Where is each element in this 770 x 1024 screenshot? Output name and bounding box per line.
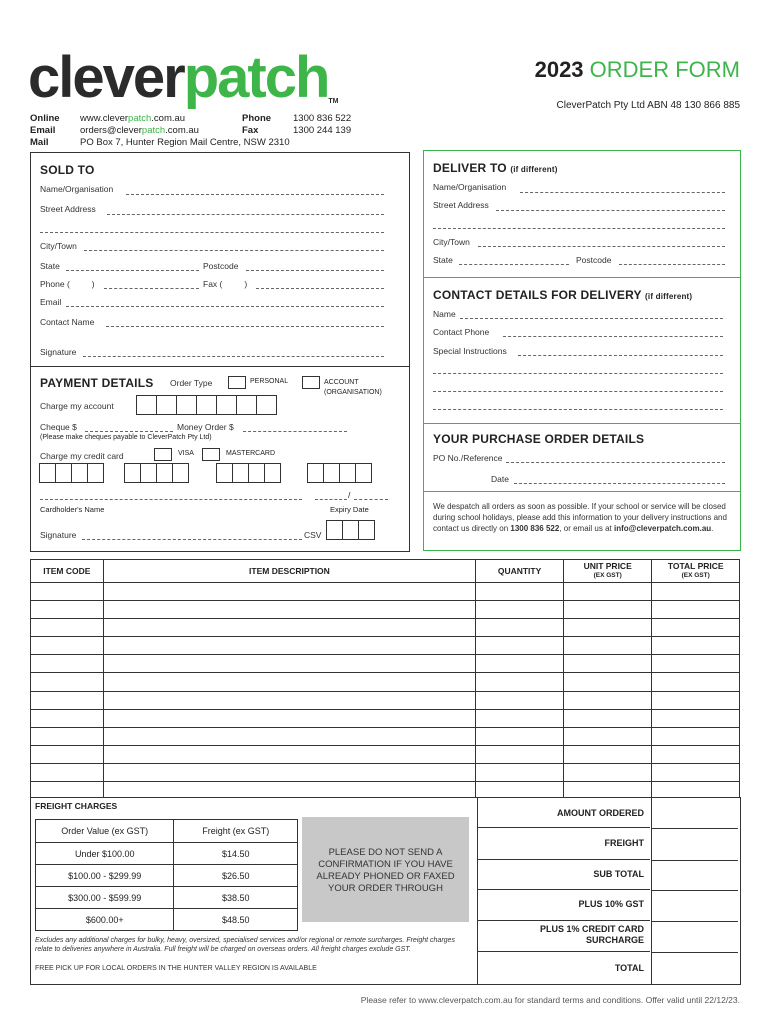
personal-checkbox[interactable] (228, 376, 246, 389)
email-post: .com.au (165, 125, 199, 136)
dispatch-email[interactable]: info@cleverpatch.com.au (614, 524, 712, 533)
sold-state-field[interactable] (66, 270, 199, 271)
deliver-state-field[interactable] (459, 264, 569, 265)
account-digit-box[interactable] (216, 395, 237, 415)
total-price-cell[interactable] (652, 691, 740, 709)
col-total-price-sub: (EX GST) (681, 572, 710, 579)
items-body (31, 583, 740, 800)
item-code-cell[interactable] (31, 745, 104, 763)
unit-price-cell[interactable] (563, 673, 652, 691)
deliver-to-title (433, 161, 558, 175)
sold-fax-close: ) (244, 279, 248, 289)
table-row (31, 691, 740, 709)
freight-order-value: $100.00 - $299.99 (36, 865, 174, 887)
deliver-name-field[interactable] (520, 192, 725, 193)
unit-price-cell[interactable] (563, 727, 652, 745)
quantity-cell[interactable] (476, 601, 564, 619)
sold-name-field[interactable] (126, 194, 384, 195)
sold-contact-label: Contact Name (40, 317, 95, 327)
logo-patch: patch (183, 45, 329, 110)
freight-col-order-value: Order Value (ex GST) (36, 820, 174, 843)
amount-ordered-value[interactable] (652, 798, 738, 829)
deliver-name-label: Name/Organisation (433, 182, 507, 192)
mastercard-label: MASTERCARD (226, 450, 276, 457)
freight-excludes-note: Excludes any additional charges for bulky, heavy, oversized, specialised services and/or regional or remote surcharges. Freight charges relate to deliveries anywhere in Australia. Full freight will be charged on overseas orders. All freight charges exclude GST. (35, 937, 455, 953)
item-code-cell[interactable] (31, 583, 104, 601)
sold-phone-field[interactable] (104, 288, 199, 289)
sold-signature-label: Signature (40, 347, 77, 357)
personal-label: PERSONAL (250, 378, 289, 385)
quantity-cell[interactable] (476, 691, 564, 709)
cardholder-label: Cardholder's Name (40, 505, 105, 514)
cheque-field[interactable] (85, 431, 173, 432)
unit-price-cell[interactable] (563, 691, 652, 709)
visa-label: VISA (178, 450, 194, 457)
contact-phone-field[interactable] (503, 336, 723, 337)
quantity-cell[interactable] (476, 619, 564, 637)
sold-phone-label (40, 279, 95, 289)
total-price-cell[interactable] (652, 637, 740, 655)
contact-info (30, 113, 430, 149)
sold-fax-field[interactable] (256, 288, 384, 289)
item-code-cell[interactable] (31, 763, 104, 781)
contact-delivery-divider (424, 277, 740, 278)
table-row (31, 763, 740, 781)
sold-phone-close: ) (91, 279, 95, 289)
quantity-cell[interactable] (476, 709, 564, 727)
col-quantity-label: QUANTITY (497, 566, 542, 576)
account-label (324, 378, 382, 398)
deliver-postcode-label: Postcode (576, 255, 612, 265)
total-price-cell[interactable] (652, 619, 740, 637)
table-row (31, 673, 740, 691)
visa-checkbox[interactable] (154, 448, 172, 461)
form-title (535, 57, 740, 83)
quantity-cell[interactable] (476, 655, 564, 673)
csv-boxes[interactable] (326, 520, 374, 540)
subtotal-value[interactable] (652, 861, 738, 891)
card-digit-box[interactable] (248, 463, 265, 483)
col-total-price (652, 560, 740, 583)
col-quantity (476, 560, 564, 583)
sold-street-label: Street Address (40, 204, 96, 214)
freight-notice-text: PLEASE DO NOT SEND A CONFIRMATION IF YOU HAVE ALREADY PHONED OR FAXED YOUR ORDER THROUGH (316, 847, 455, 894)
website-mid: patch (128, 113, 152, 124)
email-label: Email (30, 125, 56, 136)
freight-pickup-note: FREE PICK UP FOR LOCAL ORDERS IN THE HUNTER VALLEY REGION IS AVAILABLE (35, 965, 317, 972)
expiry-slash: / (348, 490, 351, 500)
sold-postcode-label: Postcode (203, 261, 239, 271)
deliver-city-label: City/Town (433, 237, 470, 247)
contact-name-label: Name (433, 309, 456, 319)
freight-title: FREIGHT CHARGES (35, 801, 118, 811)
total-value[interactable] (652, 953, 738, 983)
quantity-cell[interactable] (476, 637, 564, 655)
sold-fax-open: Fax ( (203, 279, 223, 289)
freight-header-row (36, 820, 298, 843)
item-description-cell[interactable] (103, 637, 476, 655)
item-code-cell[interactable] (31, 673, 104, 691)
card-digit-box[interactable] (232, 463, 249, 483)
delivery-section (423, 150, 741, 551)
card-digit-box[interactable] (124, 463, 141, 483)
card-digit-box[interactable] (307, 463, 324, 483)
email-link[interactable] (80, 125, 199, 137)
po-label: PO No./Reference (433, 453, 503, 463)
sold-email-label: Email (40, 297, 62, 307)
cc-surcharge-value[interactable] (652, 922, 738, 953)
total-price-cell[interactable] (652, 709, 740, 727)
special-instructions-field[interactable] (518, 355, 723, 356)
special-instructions-line-3[interactable] (433, 391, 723, 392)
unit-price-cell[interactable] (563, 637, 652, 655)
contact-delivery-heading: CONTACT DETAILS FOR DELIVERY (433, 288, 642, 302)
quantity-cell[interactable] (476, 727, 564, 745)
card-digit-box[interactable] (87, 463, 104, 483)
table-row (31, 601, 740, 619)
csv-digit-box[interactable] (326, 520, 343, 540)
account-checkbox[interactable] (302, 376, 320, 389)
unit-price-cell[interactable] (563, 601, 652, 619)
dispatch-end: . (711, 524, 714, 533)
deliver-street-label: Street Address (433, 200, 489, 210)
form-year: 2023 (534, 57, 584, 82)
total-price-cell[interactable] (652, 727, 740, 745)
card-number-group-1[interactable] (39, 463, 103, 483)
amount-ordered-label: AMOUNT ORDERED (557, 808, 644, 818)
card-digit-box[interactable] (71, 463, 88, 483)
abn: CleverPatch Pty Ltd ABN 48 130 866 885 (556, 100, 740, 111)
charge-account-label: Charge my account (40, 401, 114, 411)
payment-signature-label: Signature (40, 530, 77, 540)
account-digit-box[interactable] (156, 395, 177, 415)
card-number-group-3[interactable] (216, 463, 280, 483)
item-description-cell[interactable] (103, 727, 476, 745)
sold-name-label: Name/Organisation (40, 184, 114, 194)
card-digit-box[interactable] (355, 463, 372, 483)
unit-price-cell[interactable] (563, 763, 652, 781)
contact-name-field[interactable] (460, 318, 723, 319)
quantity-cell[interactable] (476, 583, 564, 601)
deliver-state-label: State (433, 255, 453, 265)
quantity-cell[interactable] (476, 763, 564, 781)
charge-card-label: Charge my credit card (40, 451, 124, 461)
form-title-text: ORDER FORM (589, 57, 740, 82)
contact-delivery-title (433, 288, 692, 302)
special-instructions-line-2[interactable] (433, 373, 723, 374)
sold-state-label: State (40, 261, 60, 271)
freight-cost: $38.50 (174, 887, 298, 909)
item-code-cell[interactable] (31, 637, 104, 655)
account-digit-box[interactable] (236, 395, 257, 415)
freight-row (36, 887, 298, 909)
item-description-cell[interactable] (103, 601, 476, 619)
dispatch-mid: , or email us at (559, 524, 614, 533)
item-description-cell[interactable] (103, 655, 476, 673)
freight-row (36, 865, 298, 887)
sold-city-field[interactable] (84, 250, 384, 251)
total-price-cell[interactable] (652, 601, 740, 619)
freight-row (36, 843, 298, 865)
col-total-price-label: TOTAL PRICE (667, 561, 724, 571)
fax-value: 1300 244 139 (293, 125, 352, 136)
col-unit-price (563, 560, 652, 583)
item-description-cell[interactable] (103, 691, 476, 709)
card-digit-box[interactable] (216, 463, 233, 483)
unit-price-cell[interactable] (563, 745, 652, 763)
sold-city-label: City/Town (40, 241, 77, 251)
sold-contact-field[interactable] (106, 326, 384, 327)
dispatch-divider (424, 491, 740, 492)
quantity-cell[interactable] (476, 745, 564, 763)
freight-col-freight: Freight (ex GST) (174, 820, 298, 843)
gst-label: PLUS 10% GST (578, 899, 644, 909)
mail-label: Mail (30, 137, 49, 148)
item-code-cell[interactable] (31, 709, 104, 727)
expiry-month-field[interactable] (315, 499, 347, 500)
card-number-group-2[interactable] (124, 463, 188, 483)
website-pre: www.clever (80, 113, 129, 124)
total-label: TOTAL (614, 963, 644, 973)
col-unit-price-sub: (EX GST) (593, 572, 622, 579)
freight-table (35, 819, 298, 931)
unit-price-cell[interactable] (563, 619, 652, 637)
email-mid: patch (141, 125, 166, 136)
money-order-field[interactable] (243, 431, 347, 432)
unit-price-cell[interactable] (563, 583, 652, 601)
cc-surcharge-label-1: PLUS 1% CREDIT CARD (539, 924, 644, 934)
item-description-cell[interactable] (103, 619, 476, 637)
subtotal-row (478, 860, 650, 890)
purchase-order-title: YOUR PURCHASE ORDER DETAILS (433, 432, 645, 446)
gst-row (478, 890, 650, 921)
card-digit-box[interactable] (339, 463, 356, 483)
fax-label: Fax (242, 125, 259, 136)
card-digit-box[interactable] (55, 463, 72, 483)
freight-cost: $14.50 (174, 843, 298, 865)
total-row (478, 952, 650, 983)
card-digit-box[interactable] (323, 463, 340, 483)
freight-row (36, 909, 298, 931)
payment-signature-field[interactable] (82, 539, 302, 540)
sold-to-section (30, 152, 410, 368)
col-item-code (31, 560, 104, 583)
logo-clever: clever (28, 45, 184, 110)
gst-value[interactable] (652, 891, 738, 922)
expiry-label: Expiry Date (330, 505, 369, 514)
footer-terms: Please refer to www.cleverpatch.com.au for standard terms and conditions. Offer valid until 22/12/23. (360, 995, 740, 1005)
website-post: .com.au (151, 113, 186, 124)
sold-phone-open: Phone ( (40, 279, 70, 289)
logo-tm: TM (328, 98, 339, 105)
deliver-to-heading: DELIVER TO (433, 161, 507, 175)
unit-price-cell[interactable] (563, 709, 652, 727)
item-description-cell[interactable] (103, 673, 476, 691)
table-row (31, 655, 740, 673)
contact-phone-label: Contact Phone (433, 327, 490, 337)
deliver-to-subtitle: (if different) (510, 165, 558, 174)
table-row (31, 709, 740, 727)
col-item-description-label: ITEM DESCRIPTION (249, 566, 330, 576)
cardholder-field[interactable] (40, 499, 302, 500)
freight-total-label: FREIGHT (604, 838, 644, 848)
sold-postcode-field[interactable] (246, 270, 384, 271)
organisation-text: (ORGANISATION) (324, 389, 382, 396)
freight-order-value: Under $100.00 (36, 843, 174, 865)
card-number-group-4[interactable] (307, 463, 371, 483)
item-code-cell[interactable] (31, 601, 104, 619)
total-price-cell[interactable] (652, 763, 740, 781)
sold-fax-label (203, 279, 247, 289)
mail-value: PO Box 7, Hunter Region Mail Centre, NSW 2310 (80, 137, 290, 148)
account-digit-box[interactable] (256, 395, 277, 415)
col-unit-price-label: UNIT PRICE (583, 561, 632, 571)
deliver-postcode-field[interactable] (619, 264, 725, 265)
col-item-code-label: ITEM CODE (43, 566, 91, 576)
payment-title: PAYMENT DETAILS (40, 376, 154, 390)
expiry-year-field[interactable] (354, 499, 388, 500)
dispatch-phone: 1300 836 522 (510, 524, 560, 533)
item-code-cell[interactable] (31, 691, 104, 709)
unit-price-cell[interactable] (563, 655, 652, 673)
account-number-boxes[interactable] (136, 395, 276, 415)
freight-order-value: $600.00+ (36, 909, 174, 931)
item-description-cell[interactable] (103, 583, 476, 601)
money-order-label: Money Order $ (177, 422, 234, 432)
cheque-label: Cheque $ (40, 422, 77, 432)
freight-total-row (478, 828, 650, 860)
deliver-street-field[interactable] (496, 210, 725, 211)
table-row (31, 745, 740, 763)
contact-delivery-subtitle: (if different) (645, 292, 693, 301)
account-digit-box[interactable] (196, 395, 217, 415)
cc-surcharge-label-2: SURCHARGE (585, 935, 644, 945)
account-text: ACCOUNT (324, 379, 359, 386)
sold-email-field[interactable] (66, 306, 384, 307)
csv-label: CSV (304, 530, 322, 540)
po-field[interactable] (506, 462, 725, 463)
phone-label: Phone (242, 113, 272, 124)
table-row (31, 637, 740, 655)
items-header-row (31, 560, 740, 583)
card-digit-box[interactable] (264, 463, 281, 483)
sold-signature-field[interactable] (83, 356, 384, 357)
sold-street-field[interactable] (107, 214, 384, 215)
order-type-label: Order Type (170, 378, 213, 388)
dispatch-note (433, 501, 733, 534)
csv-digit-box[interactable] (358, 520, 375, 540)
special-instructions-line-4[interactable] (433, 409, 723, 410)
sold-street-field-2[interactable] (40, 232, 384, 233)
po-date-label: Date (491, 474, 509, 484)
deliver-street-field-2[interactable] (433, 228, 725, 229)
card-digit-box[interactable] (140, 463, 157, 483)
item-description-cell[interactable] (103, 709, 476, 727)
item-description-cell[interactable] (103, 763, 476, 781)
payment-section (30, 366, 410, 552)
total-price-cell[interactable] (652, 745, 740, 763)
account-digit-box[interactable] (136, 395, 157, 415)
sold-to-title: SOLD TO (40, 163, 95, 177)
table-row (31, 619, 740, 637)
freight-total-value[interactable] (652, 829, 738, 861)
account-digit-box[interactable] (176, 395, 197, 415)
item-code-cell[interactable] (31, 619, 104, 637)
table-row (31, 583, 740, 601)
card-digit-box[interactable] (39, 463, 56, 483)
col-item-description (103, 560, 476, 583)
deliver-city-field[interactable] (478, 246, 725, 247)
dispatch-text: We despatch all orders as soon as possible. If your school or service will be closed during school holidays, please add this information to your delivery instructions and contact us directly on (433, 502, 727, 533)
online-label: Online (30, 113, 60, 124)
freight-cost: $26.50 (174, 865, 298, 887)
item-description-cell[interactable] (103, 745, 476, 763)
freight-body (36, 843, 298, 931)
phone-value: 1300 836 522 (293, 113, 352, 124)
card-digit-box[interactable] (156, 463, 173, 483)
purchase-order-divider (424, 423, 740, 424)
card-digit-box[interactable] (172, 463, 189, 483)
freight-cost: $48.50 (174, 909, 298, 931)
item-code-cell[interactable] (31, 655, 104, 673)
subtotal-label: SUB TOTAL (593, 869, 644, 879)
total-price-cell[interactable] (652, 673, 740, 691)
email-pre: orders@clever (80, 125, 142, 136)
po-date-field[interactable] (514, 483, 725, 484)
total-price-cell[interactable] (652, 583, 740, 601)
mastercard-checkbox[interactable] (202, 448, 220, 461)
total-price-cell[interactable] (652, 655, 740, 673)
csv-digit-box[interactable] (342, 520, 359, 540)
cheque-note: (Please make cheques payable to CleverPatch Pty Ltd) (40, 434, 212, 441)
table-row (31, 727, 740, 745)
items-table (30, 559, 740, 800)
item-code-cell[interactable] (31, 727, 104, 745)
special-instructions-label: Special Instructions (433, 346, 507, 356)
cc-surcharge-row (478, 921, 650, 952)
amount-ordered-row (478, 797, 650, 828)
freight-order-value: $300.00 - $599.99 (36, 887, 174, 909)
website-link[interactable] (80, 113, 185, 125)
quantity-cell[interactable] (476, 673, 564, 691)
